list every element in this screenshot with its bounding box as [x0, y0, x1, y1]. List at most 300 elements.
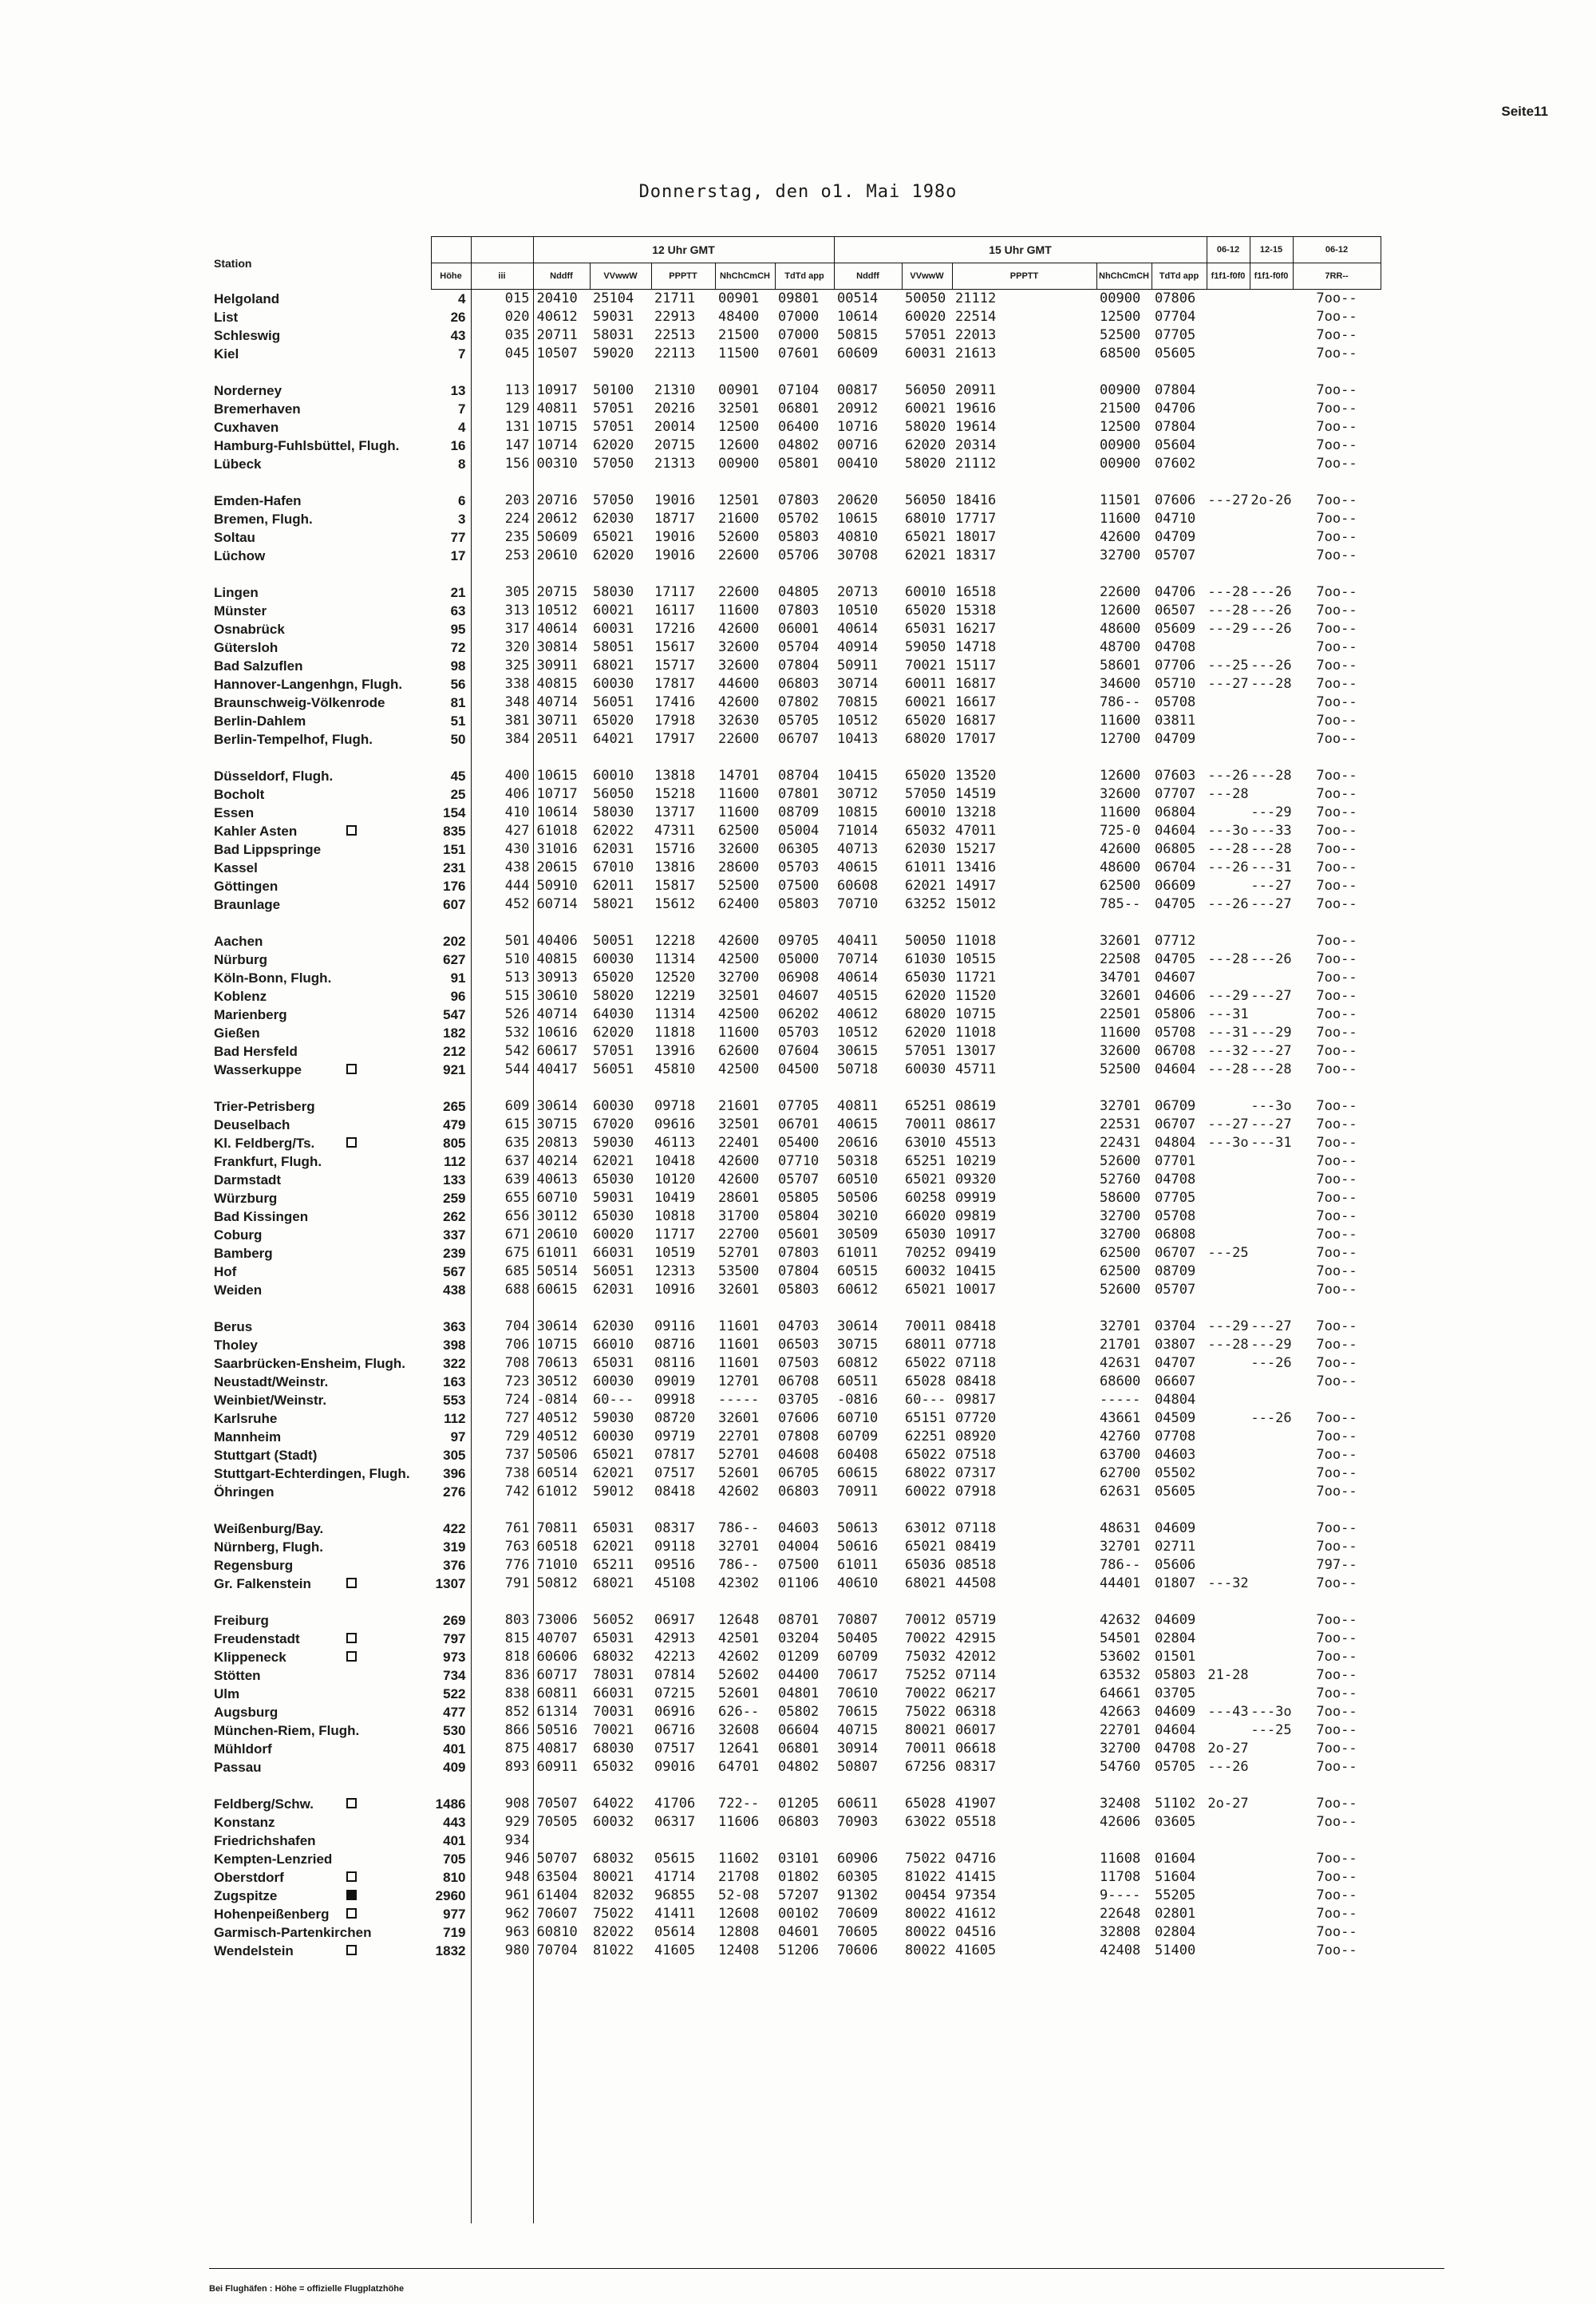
obs-12-value: 70704 — [536, 1942, 578, 1958]
obs-12-value: 64021 — [593, 731, 634, 747]
station-label: Ulm — [214, 1686, 240, 1701]
station-label: Marienberg — [214, 1007, 287, 1022]
obs-15-value: 32700 — [1100, 1208, 1141, 1224]
block1-title: 12 Uhr GMT — [533, 237, 834, 263]
gust-06-12 — [1207, 1391, 1250, 1409]
station-label: Koblenz — [214, 989, 267, 1004]
table-row — [209, 528, 1381, 547]
station-name — [209, 326, 431, 345]
gust-12-15 — [1250, 1428, 1293, 1446]
station-index: 532 — [471, 1024, 533, 1042]
obs-12-value: 05805 — [778, 1190, 820, 1206]
station-index: 406 — [471, 785, 533, 804]
station-height: 98 — [431, 657, 471, 675]
rain-06-12: 7oo-- — [1316, 547, 1357, 563]
obs-15-value: 40615 — [837, 1116, 879, 1132]
gust-06-12 — [1207, 1538, 1250, 1556]
obs-12-value: 00900 — [718, 456, 760, 472]
group-gap — [209, 473, 1381, 492]
obs-15-value: 61011 — [905, 860, 946, 875]
obs-12-value: 01205 — [778, 1796, 820, 1812]
obs-12-value: 42501 — [718, 1630, 760, 1646]
obs-12-value: 61314 — [536, 1704, 578, 1720]
obs-15-value: 32701 — [1100, 1098, 1141, 1114]
table-row — [209, 326, 1381, 345]
obs-12-value: 08418 — [654, 1484, 696, 1500]
rain-06-12: 7oo-- — [1316, 1190, 1357, 1206]
station-name — [209, 1666, 431, 1685]
obs-15-value: 63252 — [905, 896, 946, 912]
obs-12-value: 30911 — [536, 658, 578, 674]
obs-15-value: 70605 — [837, 1924, 879, 1940]
obs-15-value: 12700 — [1100, 731, 1141, 747]
table-row — [209, 290, 1381, 309]
obs-15-value: 65021 — [905, 1172, 946, 1188]
obs-15-value: 68010 — [905, 511, 946, 527]
gust-12-15: 2o-26 — [1250, 492, 1292, 508]
station-index: 438 — [471, 859, 533, 877]
obs-12-value: 13916 — [654, 1043, 696, 1059]
station-height: 835 — [431, 822, 471, 840]
obs-15-value: 17017 — [955, 731, 997, 747]
empty-cell — [533, 914, 1381, 932]
obs-15-value: 40614 — [837, 621, 879, 637]
obs-12-value: 20715 — [536, 584, 578, 600]
obs-12-value: 62030 — [593, 511, 634, 527]
obs-15-value: 70606 — [837, 1942, 879, 1958]
station-height: 1832 — [431, 1942, 471, 1960]
obs-12-value: 03101 — [778, 1851, 820, 1867]
obs-15-value: 62251 — [905, 1429, 946, 1444]
station-index: 035 — [471, 326, 533, 345]
iii-header: iii — [471, 263, 533, 290]
station-label: Gütersloh — [214, 640, 279, 655]
obs-12-value: 07705 — [778, 1098, 820, 1114]
obs-15-value: 09320 — [955, 1172, 997, 1188]
obs-15-value: 65022 — [905, 1447, 946, 1463]
obs-15-value: 22701 — [1100, 1722, 1141, 1738]
gust-06-12 — [1207, 1373, 1250, 1391]
gust-06-12 — [1207, 1483, 1250, 1501]
gust-12-15 — [1250, 1648, 1293, 1666]
obs-15-value: 22514 — [955, 309, 997, 325]
obs-15-value: 15318 — [955, 603, 997, 618]
table-row — [209, 1923, 1381, 1942]
obs-15-value: 08317 — [955, 1759, 997, 1775]
obs-12-value: 17416 — [654, 694, 696, 710]
gust-06-12: ---31 — [1207, 1006, 1249, 1022]
station-name — [209, 1630, 431, 1648]
obs-12-value: 62031 — [593, 841, 634, 857]
station-name — [209, 1611, 431, 1630]
gust-12-15 — [1250, 1630, 1293, 1648]
gust-12-15 — [1250, 1464, 1293, 1483]
obs-15-value: 05707 — [1155, 1282, 1196, 1298]
obs-12-value: 66031 — [593, 1686, 634, 1701]
obs-15-value: 50815 — [837, 327, 879, 343]
station-height: 438 — [431, 1281, 471, 1299]
obs-12-value: 20715 — [654, 437, 696, 453]
obs-15-value: 05606 — [1155, 1557, 1196, 1573]
table-row — [209, 1281, 1381, 1299]
station-height: 567 — [431, 1263, 471, 1281]
open-square-icon — [346, 1871, 357, 1882]
obs-15-value: 04606 — [1155, 988, 1196, 1004]
table-row — [209, 492, 1381, 510]
station-label: Trier-Petrisberg — [214, 1099, 315, 1114]
station-index: 348 — [471, 694, 533, 712]
station-height: 719 — [431, 1923, 471, 1942]
obs-15-value: 05707 — [1155, 547, 1196, 563]
obs-12-value: 22600 — [718, 731, 760, 747]
gust-06-12 — [1207, 1556, 1250, 1575]
obs-12-value: 62031 — [593, 1282, 634, 1298]
empty-cell — [431, 565, 471, 583]
obs-12-value: 70507 — [536, 1796, 578, 1812]
obs-12-value: 50516 — [536, 1722, 578, 1738]
table-row — [209, 1373, 1381, 1391]
obs-15-value: 22531 — [1100, 1116, 1141, 1132]
obs-12-value: 31700 — [718, 1208, 760, 1224]
rain-06-12: 7oo-- — [1316, 1649, 1357, 1665]
empty-cell — [533, 749, 1381, 767]
obs-15-value: 65028 — [905, 1796, 946, 1812]
obs-15-value: 22013 — [955, 327, 997, 343]
report-date: Donnerstag, den o1. Mai 198o — [638, 182, 958, 202]
obs-15-value: 786-- — [1100, 1557, 1141, 1573]
obs-12-value: 58021 — [593, 896, 634, 912]
obs-12-value: 13816 — [654, 860, 696, 875]
obs-12-value: 60--- — [593, 1392, 634, 1408]
obs-15-value: 04804 — [1155, 1392, 1196, 1408]
table-row — [209, 1905, 1381, 1923]
table-row — [209, 1152, 1381, 1171]
table-row — [209, 1464, 1381, 1483]
gust-12-15 — [1250, 1666, 1293, 1685]
obs-15-value: 21701 — [1100, 1337, 1141, 1353]
obs-12-value: 00310 — [536, 456, 578, 472]
obs-12-value: 07814 — [654, 1667, 696, 1683]
obs-15-value: 09819 — [955, 1208, 997, 1224]
station-name — [209, 620, 431, 638]
gust-12-15 — [1250, 418, 1293, 437]
obs-15-value: 51400 — [1155, 1942, 1196, 1958]
obs-12-value: 11314 — [654, 951, 696, 967]
station-index: 893 — [471, 1758, 533, 1776]
obs-12-value: 70613 — [536, 1355, 578, 1371]
rain-06-12: 7oo-- — [1316, 1704, 1357, 1720]
gust-06-12: ---27 — [1207, 1116, 1249, 1132]
obs-12-value: 60030 — [593, 1373, 634, 1389]
obs-12-value: 05000 — [778, 951, 820, 967]
obs-15-value: 05708 — [1155, 1025, 1196, 1041]
station-height: 151 — [431, 840, 471, 859]
obs-12-value: 57207 — [778, 1887, 820, 1903]
obs-15-value: 41605 — [955, 1942, 997, 1958]
station-height: 547 — [431, 1006, 471, 1024]
obs-12-value: 06707 — [778, 731, 820, 747]
obs-15-value: 22648 — [1100, 1906, 1141, 1922]
station-height: 265 — [431, 1097, 471, 1116]
obs-12-value: 07500 — [778, 878, 820, 894]
obs-15-value: 11608 — [1100, 1851, 1141, 1867]
obs-15-value: 05605 — [1155, 346, 1196, 362]
gust-12-15: ---27 — [1250, 1043, 1292, 1059]
station-height: 322 — [431, 1354, 471, 1373]
obs-12-value: 20410 — [536, 290, 578, 306]
gust-06-12 — [1207, 308, 1250, 326]
obs-12-value: 32701 — [718, 1539, 760, 1555]
obs-12-value: 12219 — [654, 988, 696, 1004]
obs-15-value: 10415 — [955, 1263, 997, 1279]
obs-15-value: 15217 — [955, 841, 997, 857]
empty-cell — [209, 1501, 431, 1520]
station-label: Aachen — [214, 934, 263, 949]
obs-12-value: 07604 — [778, 1043, 820, 1059]
rain-06-12: 7oo-- — [1316, 823, 1357, 839]
station-name — [209, 1520, 431, 1538]
obs-12-value: 52600 — [718, 529, 760, 545]
station-label: Neustadt/Weinstr. — [214, 1374, 329, 1389]
station-name — [209, 1887, 431, 1905]
obs-12-value: 71010 — [536, 1557, 578, 1573]
obs-12-value: 12701 — [718, 1373, 760, 1389]
obs-15-value: 41415 — [955, 1869, 997, 1885]
gust-06-12 — [1207, 381, 1250, 400]
obs-12-value: 60010 — [593, 768, 634, 784]
gust-06-12 — [1207, 1721, 1250, 1740]
obs-12-value: 08716 — [654, 1337, 696, 1353]
obs-12-value: 61404 — [536, 1887, 578, 1903]
obs-12-value: 06908 — [778, 970, 820, 986]
obs-12-value: 10418 — [654, 1153, 696, 1169]
obs-12-value: 60030 — [593, 1098, 634, 1114]
rain-06-12: 7oo-- — [1316, 382, 1357, 398]
obs-12-value: 30614 — [536, 1098, 578, 1114]
obs-15-value: 70815 — [837, 694, 879, 710]
station-height: 337 — [431, 1226, 471, 1244]
obs-12-value: 06917 — [654, 1612, 696, 1628]
gust-12-15 — [1250, 547, 1293, 565]
obs-15-value: 48700 — [1100, 639, 1141, 655]
rain-06-12: 7oo-- — [1316, 804, 1357, 820]
obs-12-value: 786-- — [718, 1557, 760, 1573]
obs-15-value: 11708 — [1100, 1869, 1141, 1885]
station-label: Bad Salzuflen — [214, 658, 303, 674]
obs-12-value: 50812 — [536, 1575, 578, 1591]
obs-12-value: 09019 — [654, 1373, 696, 1389]
obs-15-value: 07712 — [1155, 933, 1196, 949]
obs-15-value: 07705 — [1155, 1190, 1196, 1206]
table-row — [209, 620, 1381, 638]
obs-15-value: 07918 — [955, 1484, 997, 1500]
obs-15-value: 06808 — [1155, 1227, 1196, 1243]
station-index: 852 — [471, 1703, 533, 1721]
obs-15-value: 07603 — [1155, 768, 1196, 784]
obs-15-value: 06618 — [955, 1741, 997, 1757]
col-vvwww: VVwwW — [902, 263, 952, 290]
obs-12-value: 04500 — [778, 1061, 820, 1077]
obs-15-value: 08920 — [955, 1429, 997, 1444]
obs-12-value: 60615 — [536, 1282, 578, 1298]
station-name — [209, 1006, 431, 1024]
station-index: 224 — [471, 510, 533, 528]
empty-cell — [431, 363, 471, 381]
station-name — [209, 1721, 431, 1740]
table-row — [209, 418, 1381, 437]
obs-12-value: 20716 — [536, 492, 578, 508]
gust-06-12 — [1207, 1832, 1250, 1850]
obs-12-value: 28601 — [718, 1190, 760, 1206]
obs-15-value: 10815 — [837, 804, 879, 820]
obs-15-value: 04705 — [1155, 896, 1196, 912]
obs-15-value: 10917 — [955, 1227, 997, 1243]
obs-15-value: 04609 — [1155, 1520, 1196, 1536]
rain-06-12: 7oo-- — [1316, 988, 1357, 1004]
obs-12-value: 11500 — [718, 346, 760, 362]
obs-15-value: 06707 — [1155, 1245, 1196, 1261]
obs-15-value: 40610 — [837, 1575, 879, 1591]
obs-12-value: 58030 — [593, 584, 634, 600]
station-label: Saarbrücken-Ensheim, Flugh. — [214, 1356, 405, 1371]
obs-15-value: 05708 — [1155, 694, 1196, 710]
obs-15-value: 20314 — [955, 437, 997, 453]
station-index: 317 — [471, 620, 533, 638]
rain-06-12: 7oo-- — [1316, 327, 1357, 343]
obs-15-value: 11721 — [955, 970, 997, 986]
obs-12-value: 32501 — [718, 1116, 760, 1132]
obs-12-value: 09718 — [654, 1098, 696, 1114]
obs-12-value: 09616 — [654, 1116, 696, 1132]
station-height: 13 — [431, 381, 471, 400]
obs-15-value: 10615 — [837, 511, 879, 527]
gust-12-15 — [1250, 1850, 1293, 1868]
obs-15-value: 10510 — [837, 603, 879, 618]
gust-12-15 — [1250, 1520, 1293, 1538]
obs-12-value: 09918 — [654, 1392, 696, 1408]
table-row — [209, 1648, 1381, 1666]
obs-12-value: 40612 — [536, 309, 578, 325]
station-label: List — [214, 310, 239, 325]
station-index: 544 — [471, 1061, 533, 1079]
table-row — [209, 1006, 1381, 1024]
station-name — [209, 1042, 431, 1061]
obs-12-value: 73006 — [536, 1612, 578, 1628]
obs-12-value: 05400 — [778, 1135, 820, 1151]
obs-15-value: 63010 — [905, 1135, 946, 1151]
gust-06-12 — [1207, 290, 1250, 309]
obs-12-value: 07503 — [778, 1355, 820, 1371]
obs-12-value: 06803 — [778, 1484, 820, 1500]
obs-15-value: ----- — [1100, 1392, 1141, 1408]
obs-15-value: 40411 — [837, 933, 879, 949]
obs-12-value — [775, 1832, 834, 1850]
station-label: Köln-Bonn, Flugh. — [214, 970, 332, 986]
gust-06-12 — [1207, 510, 1250, 528]
obs-12-value: 07000 — [778, 327, 820, 343]
rain-06-12: 7oo-- — [1316, 1851, 1357, 1867]
station-label: Mannheim — [214, 1429, 282, 1444]
obs-12-value: 62021 — [593, 1153, 634, 1169]
station-index: 305 — [471, 583, 533, 602]
obs-15-value: 10715 — [955, 1006, 997, 1022]
station-index: 400 — [471, 767, 533, 785]
obs-12-value: 64701 — [718, 1759, 760, 1775]
station-name — [209, 1116, 431, 1134]
obs-15-value: 06707 — [1155, 1116, 1196, 1132]
obs-12-value: 20612 — [536, 511, 578, 527]
obs-15-value: 03704 — [1155, 1318, 1196, 1334]
table-row — [209, 1630, 1381, 1648]
obs-15-value: 12500 — [1100, 419, 1141, 435]
group-gap — [209, 363, 1381, 381]
gust-header-1: f1f1-f0f0 — [1207, 263, 1250, 290]
gust-12-15: ---31 — [1250, 860, 1292, 875]
obs-12-value: 15617 — [654, 639, 696, 655]
obs-15-value: 02801 — [1155, 1906, 1196, 1922]
obs-15-value: 05604 — [1155, 437, 1196, 453]
station-label: Freiburg — [214, 1613, 269, 1628]
obs-12-value: 51206 — [778, 1942, 820, 1958]
table-row — [209, 1868, 1381, 1887]
obs-15-value: 50911 — [837, 658, 879, 674]
obs-15-value: 60609 — [837, 346, 879, 362]
station-height: 176 — [431, 877, 471, 895]
station-height: 262 — [431, 1207, 471, 1226]
gust-12-15 — [1250, 455, 1293, 473]
obs-15-value: 50807 — [837, 1759, 879, 1775]
station-name — [209, 712, 431, 730]
rain-06-12: 7oo-- — [1316, 492, 1357, 508]
obs-15-value: 03605 — [1155, 1814, 1196, 1830]
obs-15-value: 04604 — [1155, 823, 1196, 839]
obs-15-value: 63532 — [1100, 1667, 1141, 1683]
station-height: 72 — [431, 638, 471, 657]
obs-12-value: 11600 — [718, 1025, 760, 1041]
table-row — [209, 638, 1381, 657]
obs-12-value: 13818 — [654, 768, 696, 784]
rain-06-12: 7oo-- — [1316, 970, 1357, 986]
obs-12-value: 06400 — [778, 419, 820, 435]
obs-12-value: 20615 — [536, 860, 578, 875]
obs-12-value: 21310 — [654, 382, 696, 398]
obs-12-value: 786-- — [718, 1520, 760, 1536]
corner-cell — [431, 237, 471, 263]
gust-06-12 — [1207, 528, 1250, 547]
obs-15-value: 80022 — [905, 1924, 946, 1940]
obs-12-value: 40512 — [536, 1429, 578, 1444]
obs-15-value: 52500 — [1100, 1061, 1141, 1077]
obs-12-value: 00901 — [718, 290, 760, 306]
obs-15-value: 05605 — [1155, 1484, 1196, 1500]
rain-06-12: 7oo-- — [1316, 1814, 1357, 1830]
obs-15-value: 60608 — [837, 878, 879, 894]
obs-15-value: 52760 — [1100, 1172, 1141, 1188]
empty-cell — [471, 1299, 533, 1318]
obs-15-value: 11600 — [1100, 511, 1141, 527]
obs-15-value: 68020 — [905, 731, 946, 747]
station-label: Weinbiet/Weinstr. — [214, 1393, 327, 1408]
rain-06-12: 7oo-- — [1316, 1337, 1357, 1353]
obs-15-value: 70911 — [837, 1484, 879, 1500]
obs-15-value: 15012 — [955, 896, 997, 912]
gust-12-15: ---27 — [1250, 896, 1292, 912]
obs-15-value: 10716 — [837, 419, 879, 435]
obs-12-value: 42213 — [654, 1649, 696, 1665]
obs-12-value: 07710 — [778, 1153, 820, 1169]
rain-06-12: 7oo-- — [1316, 1208, 1357, 1224]
gust-12-15: ---33 — [1250, 823, 1292, 839]
